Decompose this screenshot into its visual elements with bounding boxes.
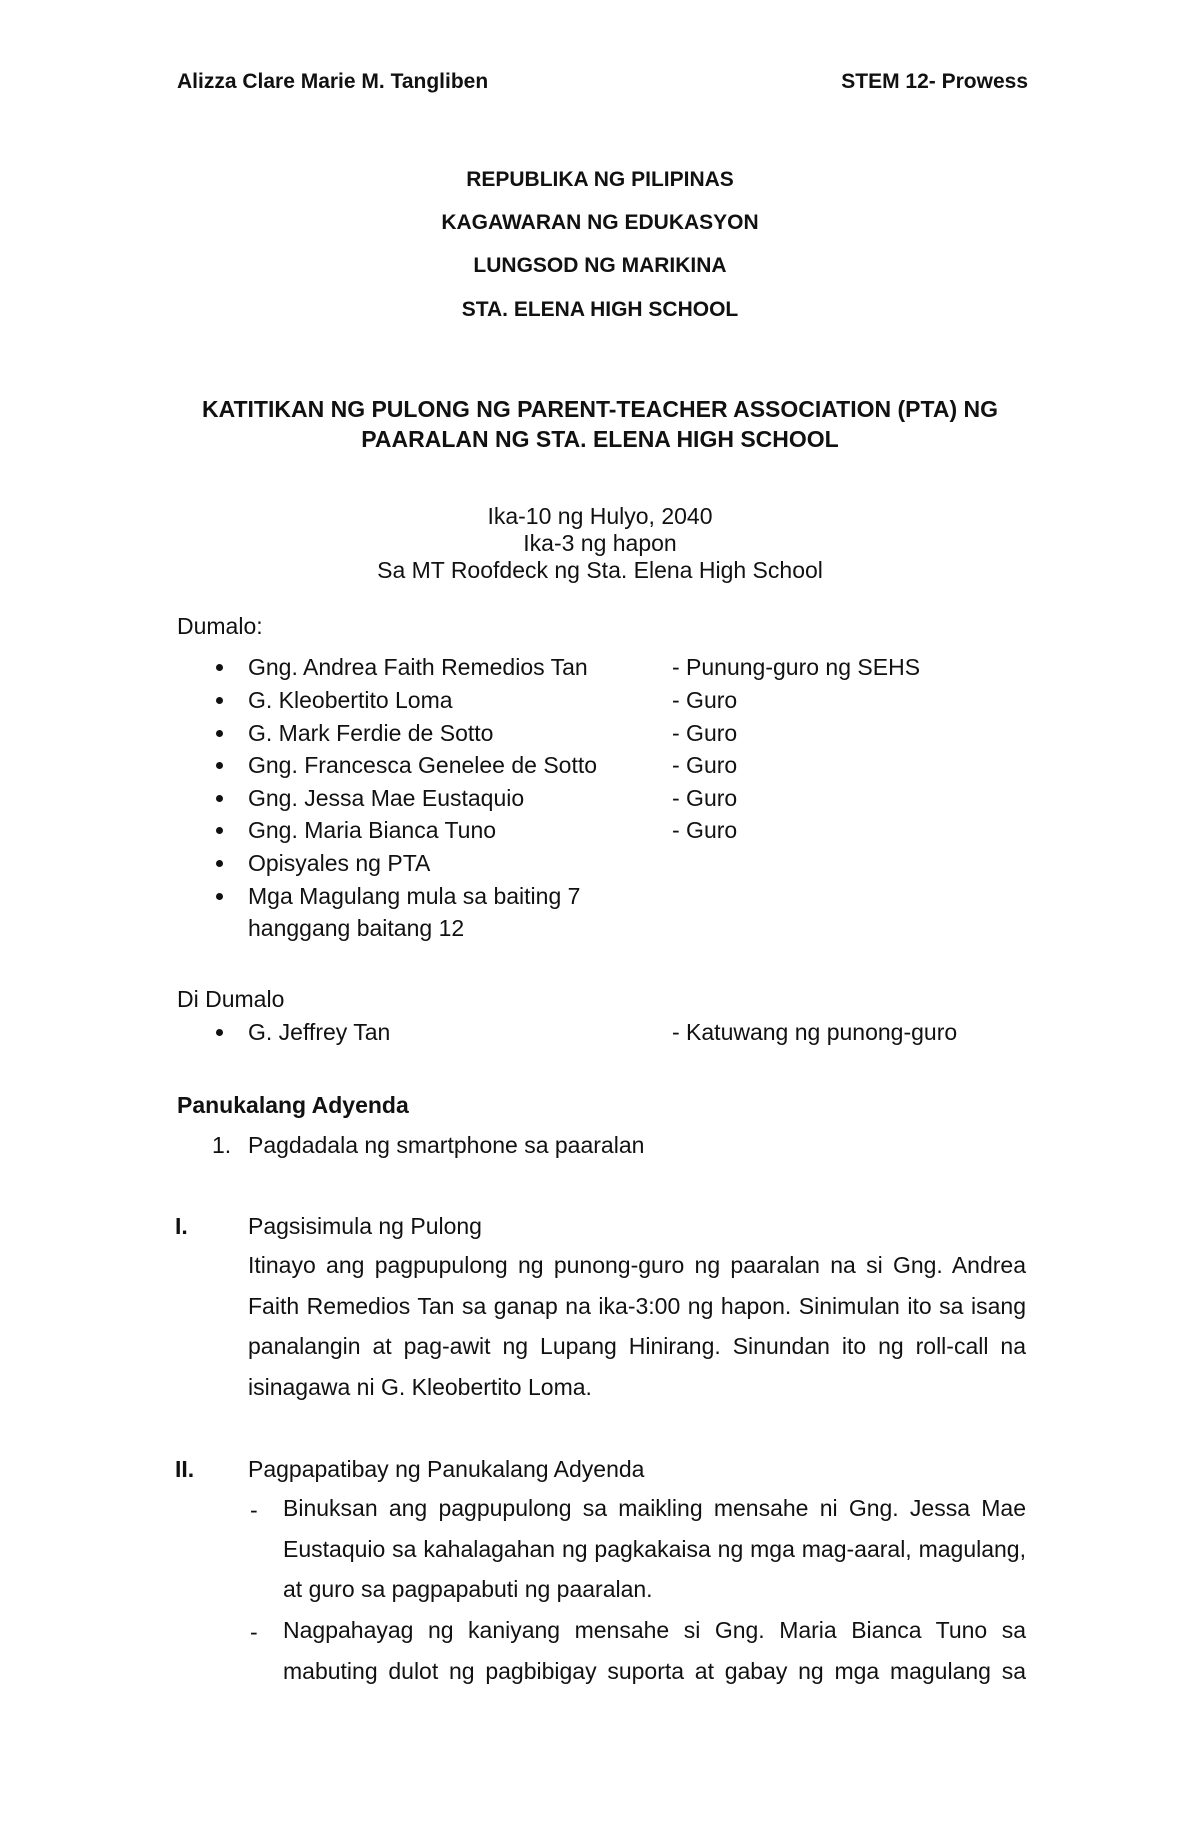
meeting-venue: Sa MT Roofdeck ng Sta. Elena High School	[377, 557, 823, 583]
item-dash: -	[250, 1497, 258, 1523]
document-title: KATITIKAN NG PULONG NG PARENT-TEACHER ASSOCIATION (PTA) NG PAARALAN NG STA. ELENA HIGH SCHOOL	[201, 396, 999, 452]
section-numeral: II.	[175, 1456, 195, 1482]
section-heading: Pagpapatibay ng Panukalang Adyenda	[248, 1456, 645, 1482]
meeting-time: Ika-3 ng hapon	[523, 530, 677, 556]
bullet-icon	[216, 697, 223, 704]
attendee-name: Mga Magulang mula sa baiting 7	[248, 883, 581, 909]
agenda-number: 1.	[212, 1132, 232, 1158]
attendee-name: G. Kleobertito Loma	[248, 687, 453, 713]
item-text: Nagpahayag ng kaniyang mensahe si Gng. Maria Bianca Tuno sa mabuting dulot ng pagbibigay suporta at gabay ng mga magulang sa	[283, 1617, 1026, 1684]
header-section: STEM 12- Prowess	[841, 70, 1028, 93]
agenda-heading: Panukalang Adyenda	[177, 1092, 409, 1118]
section-body: Itinayo ang pagpupulong ng punong-guro ng paaralan na si Gng. Andrea Faith Remedios Tan sa ganap na ika-3:00 ng hapon. Sinimulan ito sa isang panalangin at pag-awit ng Lupang Hinirang. Sinundan ito ng roll-call na isinagawa ni G. Kleobertito Loma.	[248, 1252, 1026, 1400]
attendee-name: Gng. Francesca Genelee de Sotto	[248, 752, 598, 778]
absentee-role: - Katuwang ng punong-guro	[672, 1019, 958, 1045]
institution-line-4: STA. ELENA HIGH SCHOOL	[461, 298, 739, 321]
bullet-icon	[216, 860, 223, 867]
item-dash: -	[250, 1619, 258, 1645]
attendee-role: - Guro	[672, 720, 738, 746]
institution-line-1: REPUBLIKA NG PILIPINAS	[466, 168, 734, 191]
attendee-role: - Guro	[672, 785, 738, 811]
item-text: Binuksan ang pagpupulong sa maikling mensahe ni Gng. Jessa Mae Eustaquio sa kahalagahan ng pagkakaisa ng mga mag-aaral, magulang, at guro sa pagpapabuti ng paaralan.	[283, 1495, 1026, 1602]
section-numeral: I.	[175, 1213, 188, 1239]
meeting-date: Ika-10 ng Hulyo, 2040	[487, 503, 713, 529]
attendees-label: Dumalo:	[177, 613, 263, 639]
institution-line-3: LUNGSOD NG MARIKINA	[473, 254, 727, 277]
absentees-label: Di Dumalo	[177, 986, 285, 1012]
attendee-role: - Guro	[672, 752, 738, 778]
agenda-text: Pagdadala ng smartphone sa paaralan	[248, 1132, 645, 1158]
section-heading: Pagsisimula ng Pulong	[248, 1213, 482, 1239]
attendee-name: Gng. Jessa Mae Eustaquio	[248, 785, 525, 811]
attendee-role: - Guro	[672, 687, 738, 713]
bullet-icon	[216, 1029, 223, 1036]
header-author: Alizza Clare Marie M. Tangliben	[177, 70, 489, 93]
institution-line-2: KAGAWARAN NG EDUKASYON	[441, 211, 759, 234]
bullet-icon	[216, 664, 223, 671]
attendee-name: Opisyales ng PTA	[248, 850, 431, 876]
bullet-icon	[216, 730, 223, 737]
attendee-name: G. Mark Ferdie de Sotto	[248, 720, 494, 746]
bullet-icon	[216, 827, 223, 834]
bullet-icon	[216, 795, 223, 802]
bullet-icon	[216, 762, 223, 769]
absentee-name: G. Jeffrey Tan	[248, 1019, 391, 1045]
bullet-icon	[216, 893, 223, 900]
attendee-name: Gng. Andrea Faith Remedios Tan	[248, 654, 588, 680]
attendee-role: - Punung-guro ng SEHS	[672, 654, 921, 680]
attendee-name: Gng. Maria Bianca Tuno	[248, 817, 497, 843]
attendee-name-continued: hanggang baitang 12	[248, 915, 465, 941]
attendee-role: - Guro	[672, 817, 738, 843]
